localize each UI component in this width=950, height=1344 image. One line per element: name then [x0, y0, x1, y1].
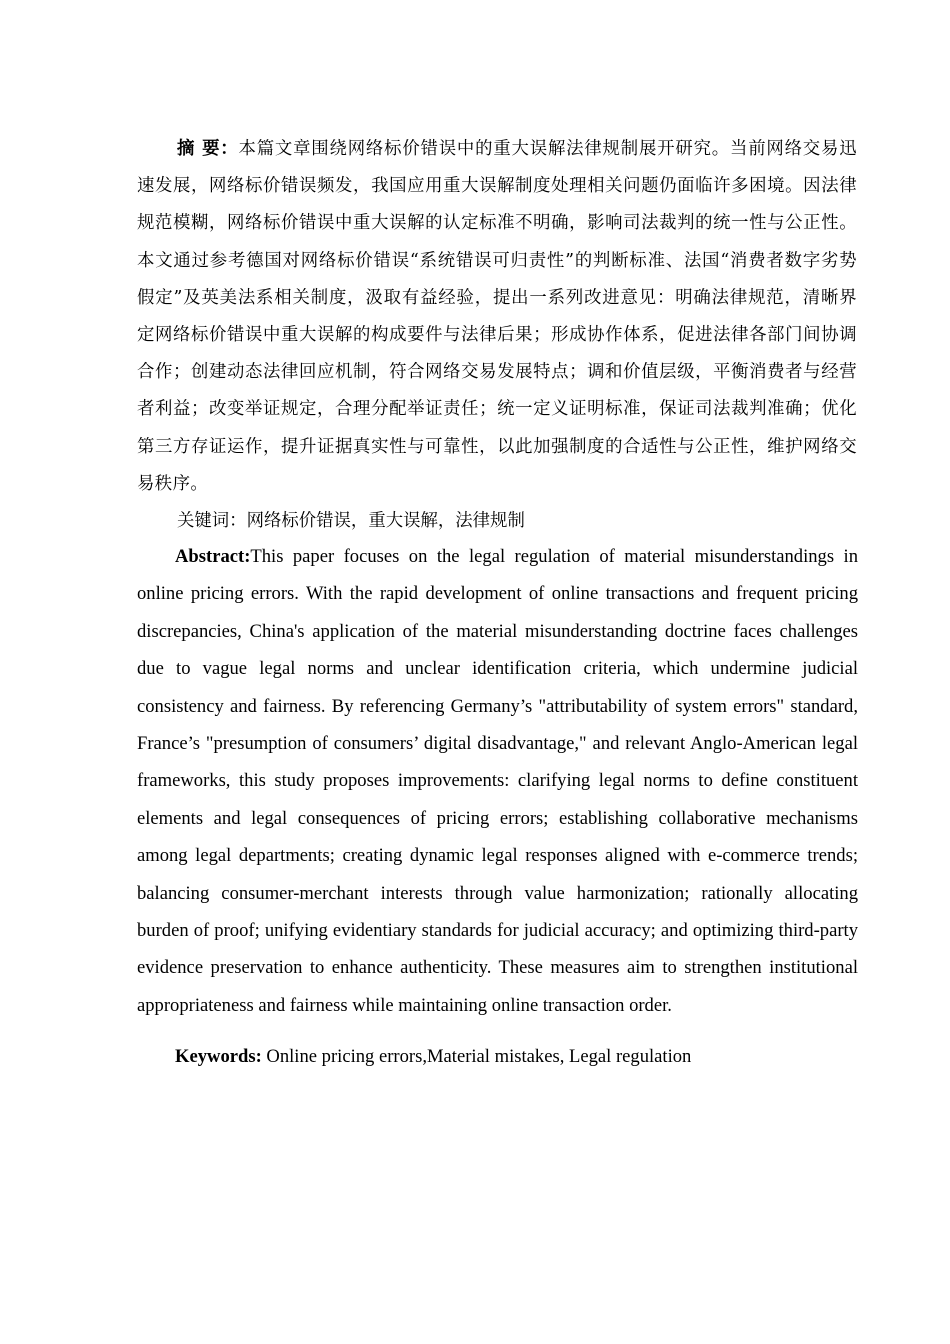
english-abstract-label: Abstract:: [175, 546, 251, 567]
chinese-keywords: [137, 503, 857, 540]
english-keywords-text: Online pricing errors,Material mistakes, Legal regulation: [261, 1046, 692, 1067]
chinese-keywords-text: 网络标价错误，重大误解，法律规制: [246, 511, 525, 531]
chinese-abstract-label: 摘 要：: [177, 139, 239, 159]
english-keywords-label: Keywords:: [175, 1046, 262, 1067]
english-abstract: [137, 538, 858, 1024]
chinese-keywords-label: 关键词：: [177, 511, 247, 531]
english-keywords: [137, 1038, 858, 1075]
chinese-abstract-text: 本篇文章围绕网络标价错误中的重大误解法律规制展开研究。当前网络交易迅速发展，网络标价错误频发，我国应用重大误解制度处理相关问题仍面临许多困境。因法律规范模糊，网络标价错误中重大误解的认定标准不明确，影响司法裁判的统一性与公正性。本文通过参考德国对网络标价错误“系统错误可归责性”的判断标准、法国“消费者数字劣势假定”及英美法系相关制度，汲取有益经验，提出一系列改进意见：明确法律规范，清晰界定网络标价错误中重大误解的构成要件与法律后果；形成协作体系，促进法律各部门间协调合作；创建动态法律回应机制，符合网络交易发展特点；调和价值层级，平衡消费者与经营者利益；改变举证规定，合理分配举证责任；统一定义证明标准，保证司法裁判准确；优化第三方存证运作，提升证据真实性与可靠性，以此加强制度的合适性与公正性，维护网络交易秩序。: [137, 139, 857, 494]
english-abstract-text: This paper focuses on the legal regulation of material misunderstandings in online pricing errors. With the rapid development of online transactions and frequent pricing discrepancies, China's application of the material misunderstanding doctrine faces challenges due to vague legal norms and unclear identification criteria, which undermine judicial consistency and fairness. By referencing Germany’s "attributability of system errors" standard, France’s "presumption of consumers’ digital disadvantage," and relevant Anglo-American legal frameworks, this study proposes improvements: clarifying legal norms to define constituent elements and legal consequences of pricing errors; establishing collaborative mechanisms among legal departments; creating dynamic legal responses aligned with e-commerce trends; balancing consumer-merchant interests through value harmonization; rationally allocating burden of proof; unifying evidentiary standards for judicial accuracy; and optimizing third-party evidence preservation to enhance authenticity. These measures aim to strengthen institutional appropriateness and fairness while maintaining online transaction order.: [137, 546, 858, 1016]
chinese-abstract: [137, 131, 857, 503]
